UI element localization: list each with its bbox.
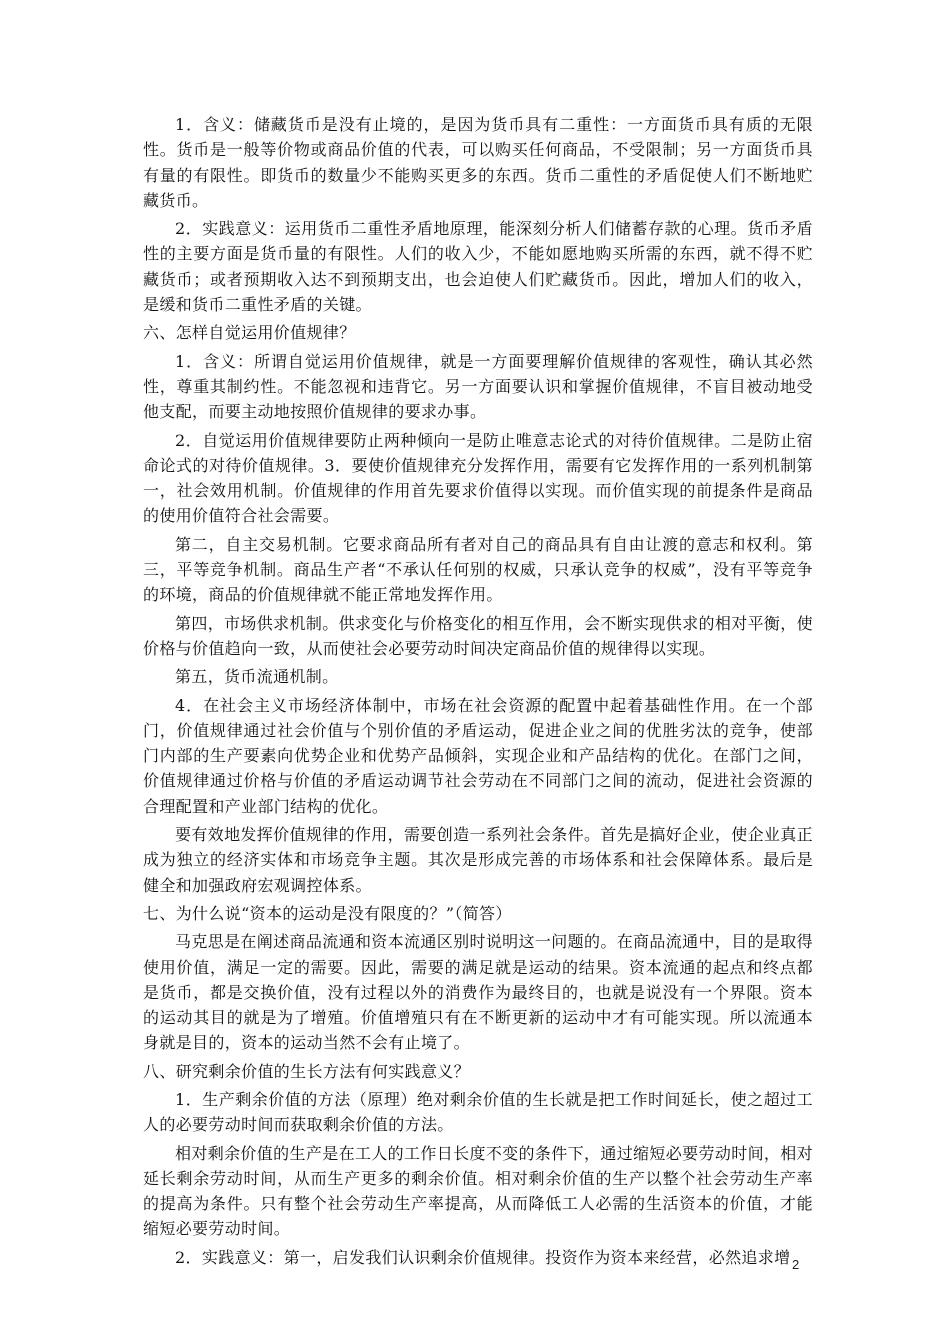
paragraph-social-conditions: 要有效地发挥价值规律的作用，需要创造一系列社会条件。首先是搞好企业，使企业真正成为独立的经济实体和市场竞争主题。其次是形成完善的市场体系和社会保障体系。最后是健全和加强政府宏观调控体系。 — [143, 825, 813, 895]
paragraph-relative-surplus: 相对剩余价值的生产是在工人的工作日长度不变的条件下，通过缩短必要劳动时间，相对延长剩余劳动时间，从而生产更多的剩余价值。相对剩余价值的生产以整个社会劳动生产率的提高为条件。只有整个社会劳动生产率提高，从而降低工人必需的生活资本的价值，才能缩短必要劳动时间。 — [143, 1143, 813, 1239]
section-heading-6: 六、怎样自觉运用价值规律？ — [143, 323, 356, 343]
paragraph-market-economy: 4．在社会主义市场经济体制中，市场在社会资源的配置中起着基础性作用。在一个部门，价值规律通过社会价值与个别价值的矛盾运动，促进企业之间的优胜劣汰的竞争，使部门内部的生产要素向优势企业和优势产品倾斜，实现企业和产品结构的优化。在部门之间，价值规律通过价格与价值的矛盾运动调节社会劳动在不同部门之间的流动，促进社会资源的合理配置和产业部门结构的优化。 — [143, 695, 813, 816]
page-number: 2 — [792, 1257, 800, 1272]
paragraph-mechanism-4: 第四，市场供求机制。供求变化与价格变化的相互作用，会不断实现供求的相对平衡，使价格与价值趋向一致，从而使社会必要劳动时间决定商品价值的规律得以实现。 — [143, 613, 813, 658]
paragraph-currency-meaning: 1．含义：储藏货币是没有止境的，是因为货币具有二重性：一方面货币具有质的无限性。货币是一般等价物或商品价值的代表，可以购买任何商品，不受限制；另一方面货币具有量的有限性。即货币的数量少不能购买更多的东西。货币二重性的矛盾促使人们不断地贮藏货币。 — [143, 115, 813, 210]
paragraph-absolute-surplus: 1．生产剩余价值的方法（原理）绝对剩余价值的生长就是把工作时间延长，使之超过工人的必要劳动时间而获取剩余价值的方法。 — [143, 1089, 813, 1135]
document-page — [143, 112, 813, 1273]
paragraph-mechanism-2-3: 第二，自主交易机制。它要求商品所有者对自己的商品具有自由让渡的意志和权利。第三，平等竞争机制。商品生产者“不承认任何别的权威，只承认竞争的权威”，没有平等竞争的环境，商品的价值规律就不能正常地发挥作用。 — [143, 534, 813, 605]
paragraph-value-law-tendencies: 2．自觉运用价值规律要防止两种倾向一是防止唯意志论式的对待价值规律。二是防止宿命论式的对待价值规律。3．要使价值规律充分发挥作用，需要有它发挥作用的一系列机制第一，社会效用机制。价值规律的作用首先要求价值得以实现。而价值实现的前提条件是商品的使用价值符合社会需要。 — [143, 430, 813, 526]
paragraph-surplus-practice: 2．实践意义：第一，启发我们认识剩余价值规律。投资作为资本来经营，必然追求增 — [175, 1247, 791, 1267]
paragraph-currency-practice: 2．实践意义：运用货币二重性矛盾地原理，能深刻分析人们储蓄存款的心理。货币矛盾性的主要方面是货币量的有限性。人们的收入少，不能如愿地购买所需的东西，就不得不贮藏货币；或者预期收入达不到预期支出，也会迫使人们贮藏货币。因此，增加人们的收入，是缓和货币二重性矛盾的关键。 — [143, 219, 813, 315]
paragraph-capital-movement: 马克思是在阐述商品流通和资本流通区别时说明这一问题的。在商品流通中，目的是取得使用价值，满足一定的需要。因此，需要的满足就是运动的结果。资本流通的起点和终点都是货币，都是交换价值，没有过程以外的消费作为最终目的，也就是说没有一个界限。资本的运动其目的就是为了增殖。价值增殖只有在不断更新的运动中才有可能实现。所以流通本身就是目的，资本的运动当然不会有止境了。 — [143, 932, 813, 1053]
paragraph-mechanism-5: 第五，货币流通机制。 — [175, 667, 339, 687]
section-heading-7: 七、为什么说“资本的运动是没有限度的？”（简答） — [143, 903, 512, 923]
paragraph-value-law-meaning: 1．含义：所谓自觉运用价值规律，就是一方面要理解价值规律的客观性，确认其必然性，尊重其制约性。不能忽视和违背它。另一方面要认识和掌握价值规律，不盲目被动地受他支配，而要主动地按照价值规律的要求办事。 — [143, 351, 813, 422]
section-heading-8: 八、研究剩余价值的生长方法有何实践意义？ — [143, 1061, 471, 1081]
